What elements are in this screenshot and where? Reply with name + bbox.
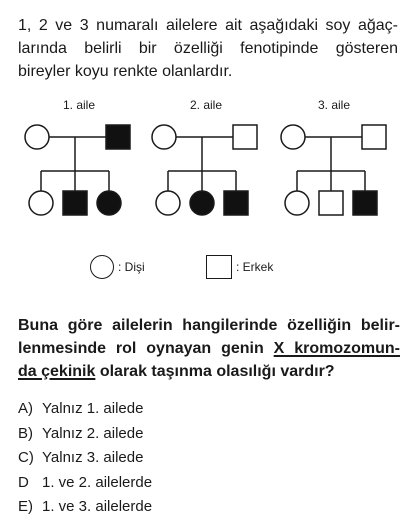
family-3-child-3 [353, 191, 377, 215]
option-text: Yalnız 1. ailede [42, 400, 144, 417]
legend-male [206, 254, 273, 280]
option-letter: C) [18, 449, 34, 466]
family-2-father [233, 125, 257, 149]
option-e[interactable] [18, 495, 152, 520]
option-letter: E) [18, 498, 33, 515]
question-line-3 [18, 360, 400, 383]
question-line-2 [18, 337, 400, 360]
legend-male-label: : Erkek [236, 260, 274, 274]
female-symbol-icon [90, 255, 114, 279]
question-line-1: Buna göre ailelerin hangilerinde özelliğin belir- [18, 317, 400, 334]
family-3-child-2 [319, 191, 343, 215]
legend-female [90, 254, 145, 280]
family-3-child-1 [285, 191, 309, 215]
family-2-mother [152, 125, 176, 149]
intro-line-2: larında belirli bir özelliği fenotipinde gösteren [18, 40, 398, 57]
option-a[interactable] [18, 397, 152, 422]
option-d[interactable] [18, 471, 152, 496]
answer-options [18, 397, 152, 520]
option-text: Yalnız 3. ailede [42, 449, 144, 466]
family-1-mother [25, 125, 49, 149]
option-letter: D [18, 473, 29, 491]
family-2-child-2 [190, 191, 214, 215]
option-text: 1. ve 3. ailelerde [42, 498, 153, 515]
option-letter: A) [18, 400, 33, 417]
question-stem [18, 314, 400, 383]
family-1-child-2 [63, 191, 87, 215]
question-line-2-text: lenmesinde rol oynayan genin [18, 340, 274, 357]
family-2-label: 2. aile [190, 98, 223, 112]
option-letter: B) [18, 424, 33, 442]
family-1-father [106, 125, 130, 149]
question-underline-2: da çekinik [18, 363, 96, 380]
family-2-child-1 [156, 191, 180, 215]
family-3-label: 3. aile [318, 98, 351, 112]
question-underline-1: X kromozomun- [273, 340, 400, 357]
family-2-child-3 [224, 191, 248, 215]
family-3-father [362, 125, 386, 149]
option-b[interactable] [18, 422, 152, 447]
family-1-child-1 [29, 191, 53, 215]
question-line-3-text: olarak taşınma olasılığı vardır? [95, 363, 335, 380]
male-symbol-icon [206, 255, 232, 279]
family-1-child-3 [97, 191, 121, 215]
option-c[interactable] [18, 446, 152, 471]
family-1-label: 1. aile [63, 98, 96, 112]
legend-female-label: : Dişi [118, 260, 145, 274]
option-text: Yalnız 2. ailede [42, 424, 144, 442]
family-3-mother [281, 125, 305, 149]
intro-line-1: 1, 2 ve 3 numaralı ailelere ait aşağıdaki soy ağaç- [18, 17, 398, 34]
intro-line-3: bireyler koyu renkte olanlardır. [18, 63, 233, 80]
option-text: 1. ve 2. ailelerde [42, 473, 153, 491]
